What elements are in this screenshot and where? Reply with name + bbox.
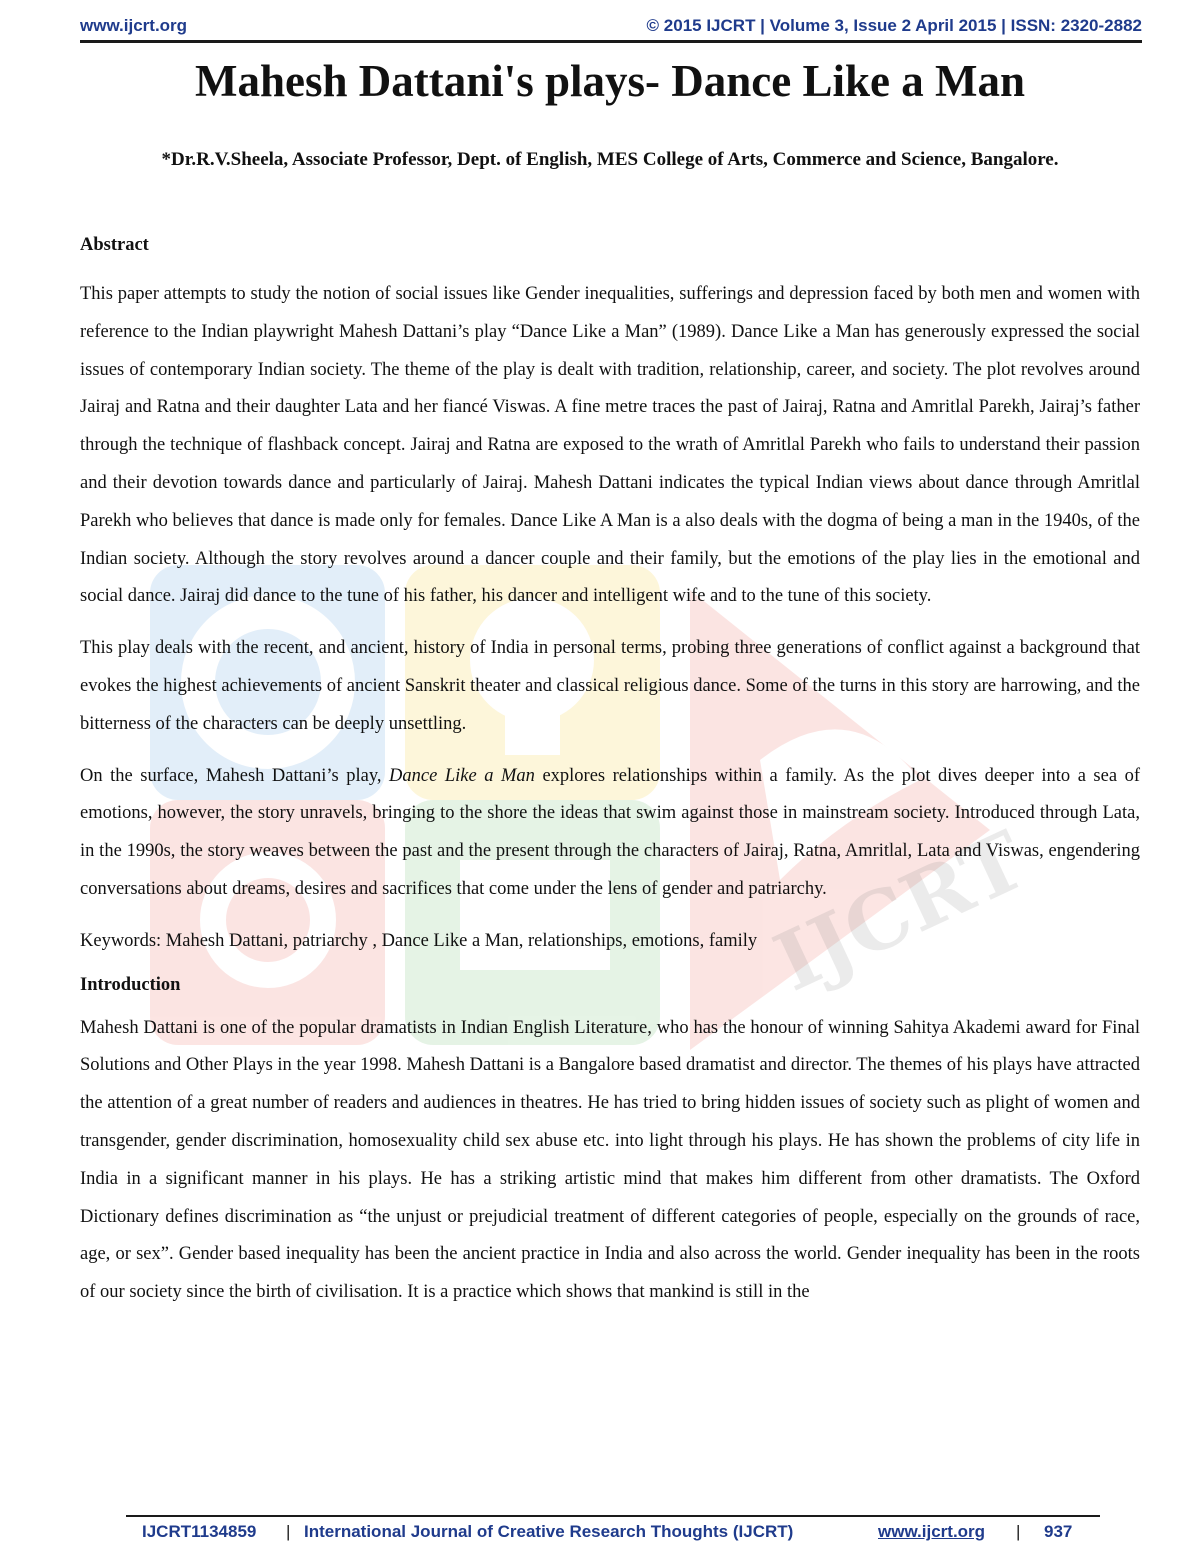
footer-separator: | <box>1016 1522 1021 1541</box>
introduction-paragraph-1: Mahesh Dattani is one of the popular dramatists in Indian English Literature, who has the honour of winning Sahitya Akademi award for Final Solutions and Other Plays in the year 1998. Mahesh Dattani is a Bangalore based dramatist and director. The themes of his plays have attracted the attention of a great number of readers and audiences in theatres. He has tried to bring hidden issues of society such as plight of women and transgender, gender discrimination, homosexuality child sex abuse etc. into light through his plays. He has shown the problems of city life in India in a significant manner in his plays. He has a striking artistic mind that makes him different from other dramatists. The Oxford Dictionary defines discrimination as “the unjust or prejudicial treatment of different categories of people, especially on the grounds of race, age, or sex”. Gender based inequality has been the ancient practice in India and also across the world. Gender inequality has been in the roots of our society since the birth of civilisation. It is a practice which shows that mankind is still in the <box>80 1017 1140 1303</box>
paragraph-3-rest: explores relationships within a family. As the plot dives deeper into a sea of emotions, however, the story unravels, bringing to the shore the ideas that swim against those in mainstream society. Introduced through Lata, in the 1990s, the story weaves between the past and the present through the characters of Jairaj, Ratna, Amritlal, Lata and Viswas, engendering conversations about dreams, desires and sacrifices that come under the lens of gender and patriarchy. <box>80 765 1140 899</box>
watermark-text: IJCRT <box>760 812 1040 1010</box>
abstract-paragraph-3 <box>80 758 1140 909</box>
header-site-link[interactable]: www.ijcrt.org <box>80 16 188 35</box>
page-footer <box>126 1515 1100 1553</box>
footer-paper-id: IJCRT1134859 <box>142 1522 257 1541</box>
article-body <box>80 56 1140 1312</box>
play-title-italic: Dance Like a Man <box>389 765 535 786</box>
abstract-paragraph-1: This paper attempts to study the notion of social issues like Gender inequalities, sufferings and depression faced by both men and women with reference to the Indian playwright Mahesh Dattani’s play “Dance Like a Man” (1989). Dance Like a Man has generously expressed the social issues of contemporary Indian society. The theme of the play is dealt with tradition, relationship, career, and society. The plot revolves around Jairaj and Ratna and their daughter Lata and her fiancé Viswas. A fine metre traces the past of Jairaj, Ratna and Amritlal Parekh, Jairaj’s father through the technique of flashback concept. Jairaj and Ratna are exposed to the wrath of Amritlal Parekh who fails to understand their passion and their devotion towards dance and particularly of Jairaj. Mahesh Dattani indicates the typical Indian views about dance through Amritlal Parekh who believes that dance is made only for females. Dance Like A Man is a also deals with the dogma of being a man in the 1940s, of the Indian society. Although the story revolves around a dancer couple and their family, but the emotions of the play lies in the emotional and social dance. Jairaj did dance to the tune of his father, his dancer and intelligent wife and to the tune of this society. <box>80 284 1140 607</box>
page-title: Mahesh Dattani's plays- Dance Like a Man <box>194 56 1026 106</box>
paragraph-3-lead: On the surface, Mahesh Dattani’s play, <box>80 765 390 786</box>
introduction-heading: Introduction <box>80 974 181 995</box>
footer-site-link[interactable]: www.ijcrt.org <box>878 1522 986 1541</box>
abstract-heading: Abstract <box>80 235 149 255</box>
footer-page-number: 937 <box>1044 1522 1073 1541</box>
header-issue-info: © 2015 IJCRT | Volume 3, Issue 2 April 2015 | ISSN: 2320-2882 <box>646 16 1142 35</box>
author-affiliation: *Dr.R.V.Sheela, Associate Professor, Dept. of English, MES College of Arts, Commerce and Science, Bangalore. <box>161 149 1059 170</box>
footer-separator: | <box>286 1522 291 1541</box>
footer-journal-name: International Journal of Creative Research Thoughts (IJCRT) <box>304 1522 794 1541</box>
keywords-line: Keywords: Mahesh Dattani, patriarchy , Dance Like a Man, relationships, emotions, family <box>80 930 758 951</box>
abstract-paragraph-2: This play deals with the recent, and ancient, history of India in personal terms, probing three generations of conflict against a background that evokes the highest achievements of ancient Sanskrit theater and classical religious dance. Some of the turns in this story are harrowing, and the bitterness of the characters can be deeply unsettling. <box>80 638 1140 734</box>
